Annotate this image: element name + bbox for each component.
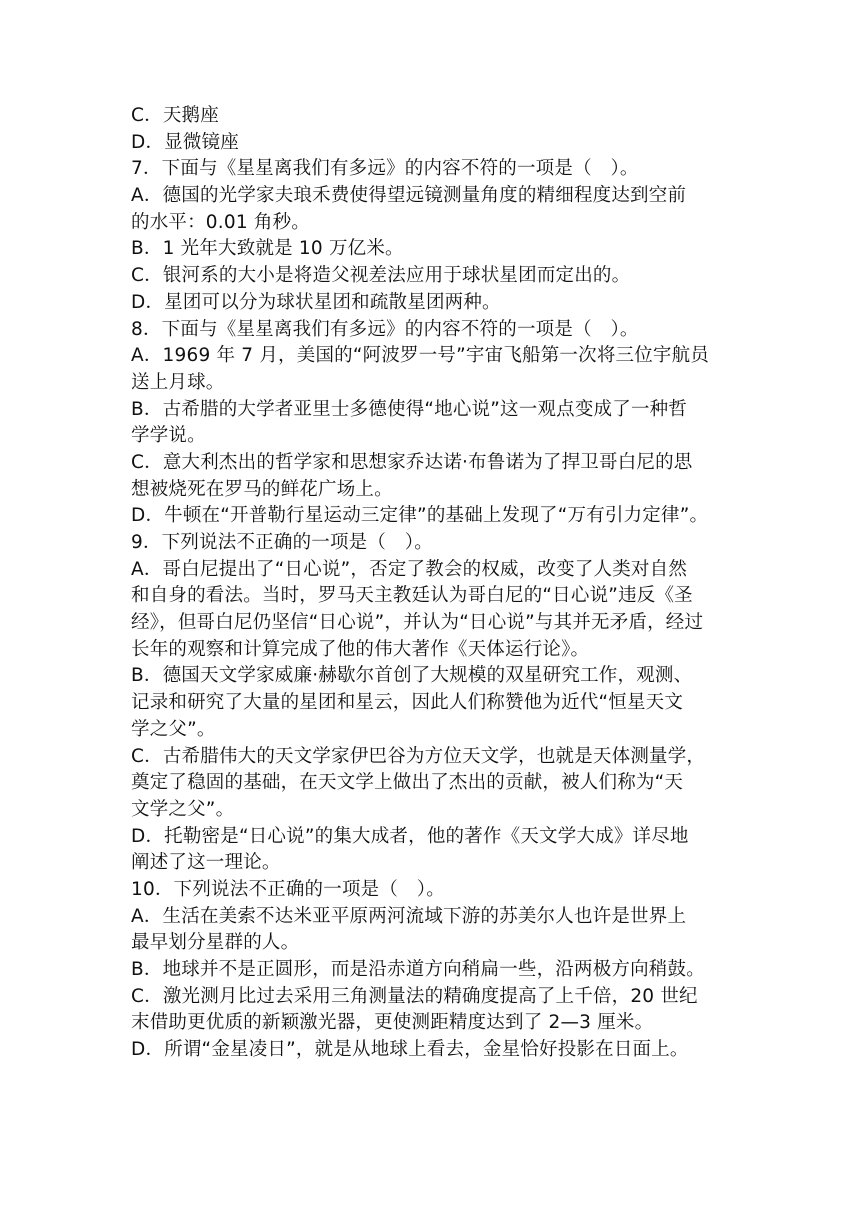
option-c-q9-cont-2: 文学之父”。: [131, 798, 235, 820]
option-c-q9: C．古希腊伟大的天文学家伊巴谷为方位天文学，也就是天体测量学，: [131, 745, 706, 767]
question-7: 7．下面与《星星离我们有多远》的内容不符的一项是（ ）。: [131, 158, 639, 180]
option-d-q7: D．星团可以分为球状星团和疏散星团两种。: [131, 291, 501, 313]
question-10: 10．下列说法不正确的一项是（ ）。: [131, 878, 445, 900]
option-b-q9-cont-1: 记录和研究了大量的星团和星云，因此人们称赞他为近代“恒星天文: [131, 692, 684, 714]
option-d-q9: D．托勒密是“日心说”的集大成者，他的著作《天文学大成》详尽地: [131, 825, 689, 847]
option-c-q8-cont: 想被烧死在罗马的鲜花广场上。: [131, 478, 393, 500]
option-c-q7: C．银河系的大小是将造父视差法应用于球状星团而定出的。: [131, 265, 631, 287]
question-9: 9．下列说法不正确的一项是（ ）。: [131, 532, 433, 553]
option-c-q9-cont-1: 奠定了稳固的基础，在天文学上做出了杰出的贡献，被人们称为“天: [131, 772, 684, 794]
option-a-q8: A．1969 年 7 月，美国的“阿波罗一号”宇宙飞船第一次将三位宇航员: [131, 345, 710, 367]
option-a-q10: A．生活在美索不达米亚平原两河流域下游的苏美尔人也许是世界上: [131, 905, 687, 927]
option-d-q9-cont: 阐述了这一理论。: [131, 852, 281, 874]
option-a-q10-cont: 最早划分星群的人。: [131, 932, 300, 954]
option-d-q8: D．牛顿在“开普勒行星运动三定律”的基础上发现了“万有引力定律”。: [131, 505, 709, 527]
option-d-q6: D．显微镜座: [131, 131, 239, 153]
option-b-q9-cont-2: 学之父”。: [131, 718, 216, 740]
option-c-q6: C．天鹅座: [131, 105, 219, 126]
option-a-q9-cont-2: 经》，但哥白尼仍坚信“日心说”，并认为“日心说”与其并无矛盾，经过: [131, 612, 704, 634]
option-a-q9-cont-3: 长年的观察和计算完成了他的伟大著作《天体运行论》。: [131, 638, 590, 660]
option-c-q10: C．激光测月比过去采用三角测量法的精确度提高了上千倍，20 世纪: [131, 985, 698, 1007]
option-a-q7: A．德国的光学家夫琅禾费使得望远镜测量角度的精细程度达到空前: [131, 185, 687, 207]
option-b-q7: B．1 光年大致就是 10 万亿米。: [131, 238, 404, 260]
option-a-q9-cont-1: 和自身的看法。当时，罗马天主教廷认为哥白尼的“日心说”违反《圣: [131, 585, 693, 607]
option-c-q8: C．意大利杰出的哲学家和思想家乔达诺·布鲁诺为了捍卫哥白尼的思: [131, 451, 693, 473]
option-c-q10-cont: 末借助更优质的新颖激光器，更使测距精度达到了 2—3 厘米。: [131, 1012, 654, 1034]
option-b-q10: B．地球并不是正圆形，而是沿赤道方向稍扁一些，沿两极方向稍鼓。: [131, 959, 705, 980]
option-b-q9: B．德国天文学家威廉·赫歇尔首创了大规模的双星研究工作，观测、: [131, 665, 693, 687]
option-a-q7-cont: 的水平：0.01 角秒。: [131, 211, 310, 233]
option-b-q8-cont: 学学说。: [131, 425, 206, 447]
option-a-q8-cont: 送上月球。: [131, 371, 225, 393]
document-page: [131, 103, 733, 1064]
question-8: 8．下面与《星星离我们有多远》的内容不符的一项是（ ）。: [131, 318, 639, 340]
option-a-q9: A．哥白尼提出了“日心说”，否定了教会的权威，改变了人类对自然: [131, 558, 688, 580]
option-d-q10: D．所谓“金星凌日”，就是从地球上看去，金星恰好投影在日面上。: [131, 1039, 689, 1061]
option-b-q8: B．古希腊的大学者亚里士多德使得“地心说”这一观点变成了一种哲: [131, 398, 688, 420]
